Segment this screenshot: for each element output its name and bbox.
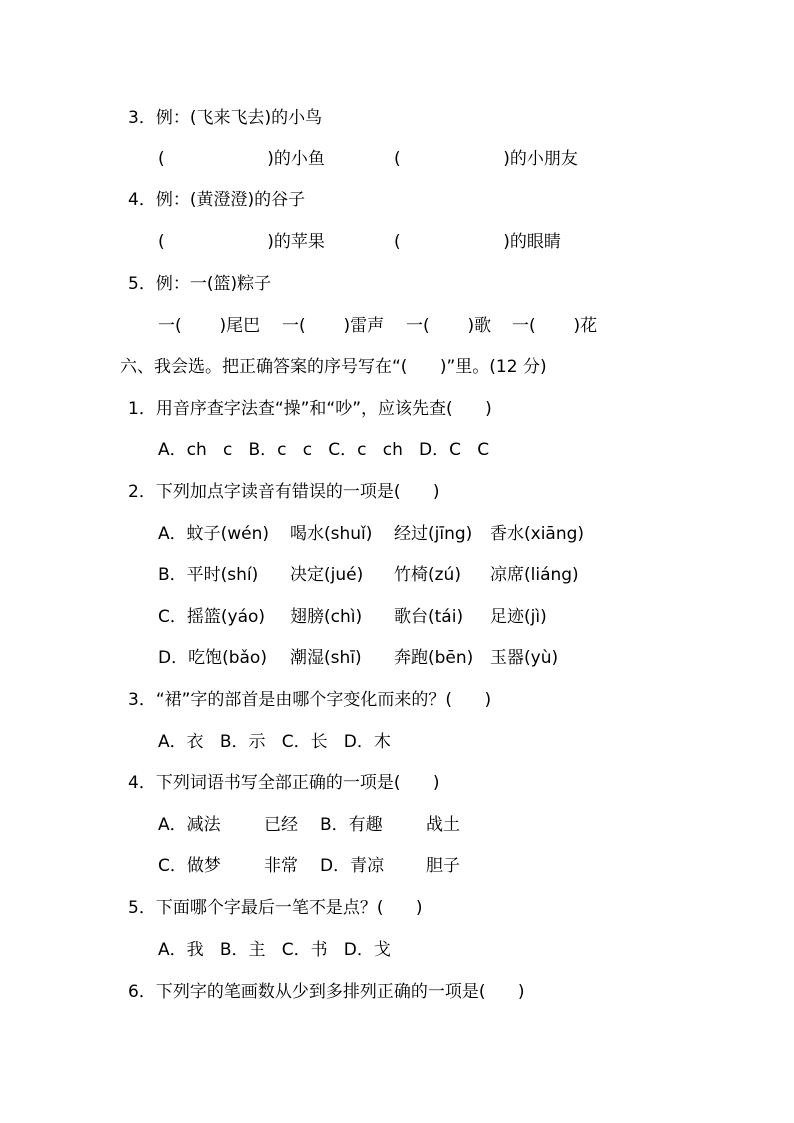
q6-3-options: A．衣 B．示 C．长 D．木 <box>158 732 391 752</box>
q5-3-blank-1: ( )的小鱼 <box>158 149 325 169</box>
q5-5-item: 一( )花 <box>512 316 598 336</box>
q6-2-option: 足迹(jì) <box>490 607 547 627</box>
q6-4-option: 胆子 <box>426 856 460 876</box>
q6-2-option: 玉器(yù) <box>490 648 559 668</box>
q6-4-option: B．有趣 <box>320 815 383 835</box>
q5-5-item: 一( )雷声 <box>282 316 385 336</box>
q5-5-item: 一( )尾巴 <box>158 316 261 336</box>
q6-2-option: B．平时(shí) <box>158 565 259 585</box>
q6-2-stem: 2．下列加点字读音有错误的一项是( ) <box>128 482 440 502</box>
q6-2-option: 翅膀(chì) <box>290 607 363 627</box>
q6-2-option: D．吃饱(bǎo) <box>158 648 267 668</box>
q5-3-blank-2: ( )的小朋友 <box>394 149 578 169</box>
q6-4-option: 已经 <box>264 815 298 835</box>
q6-6-stem: 6．下列字的笔画数从少到多排列正确的一项是( ) <box>128 982 525 1002</box>
q6-4-option: 战土 <box>426 815 460 835</box>
q6-2-option: 凉席(liáng) <box>490 565 579 585</box>
q5-5-prompt: 5．例：一(篮)粽子 <box>128 274 272 294</box>
q6-1-options: A．ch c B．c c C．c ch D．C C <box>158 440 490 460</box>
q6-4-option: C．做梦 <box>158 856 221 876</box>
q6-2-option: A．蚊子(wén) <box>158 524 270 544</box>
q6-2-option: 决定(jué) <box>290 565 364 585</box>
q5-3-prompt: 3．例：(飞来飞去)的小鸟 <box>128 108 323 128</box>
section-6-heading: 六、我会选。把正确答案的序号写在“( )”里。(12 分) <box>120 357 547 377</box>
q6-2-option: 竹椅(zú) <box>394 565 461 585</box>
q5-5-item: 一( )歌 <box>406 316 492 336</box>
q6-4-option: 非常 <box>264 856 298 876</box>
q6-4-option: D．青凉 <box>320 856 385 876</box>
q6-3-stem: 3．“裙”字的部首是由哪个字变化而来的？( ) <box>128 690 492 710</box>
q6-2-option: 香水(xiāng) <box>490 524 585 544</box>
q5-4-prompt: 4．例：(黄澄澄)的谷子 <box>128 190 306 210</box>
q6-2-option: 歌台(tái) <box>394 607 464 627</box>
q6-2-option: C．摇篮(yáo) <box>158 607 266 627</box>
q6-5-options: A．我 B．主 C．书 D．戈 <box>158 940 391 960</box>
q6-2-option: 喝水(shuǐ) <box>290 524 373 544</box>
q6-2-option: 奔跑(bēn) <box>394 648 474 668</box>
q6-2-option: 经过(jīng) <box>394 524 473 544</box>
q6-4-stem: 4．下列词语书写全部正确的一项是( ) <box>128 773 440 793</box>
q6-4-option: A．减法 <box>158 815 221 835</box>
q6-2-option: 潮湿(shī) <box>290 648 362 668</box>
q5-4-blank-2: ( )的眼睛 <box>394 232 561 252</box>
q5-4-blank-1: ( )的苹果 <box>158 232 325 252</box>
q6-5-stem: 5．下面哪个字最后一笔不是点？( ) <box>128 898 423 918</box>
q6-1-stem: 1．用音序查字法查“操”和“吵”，应该先查( ) <box>128 399 492 419</box>
